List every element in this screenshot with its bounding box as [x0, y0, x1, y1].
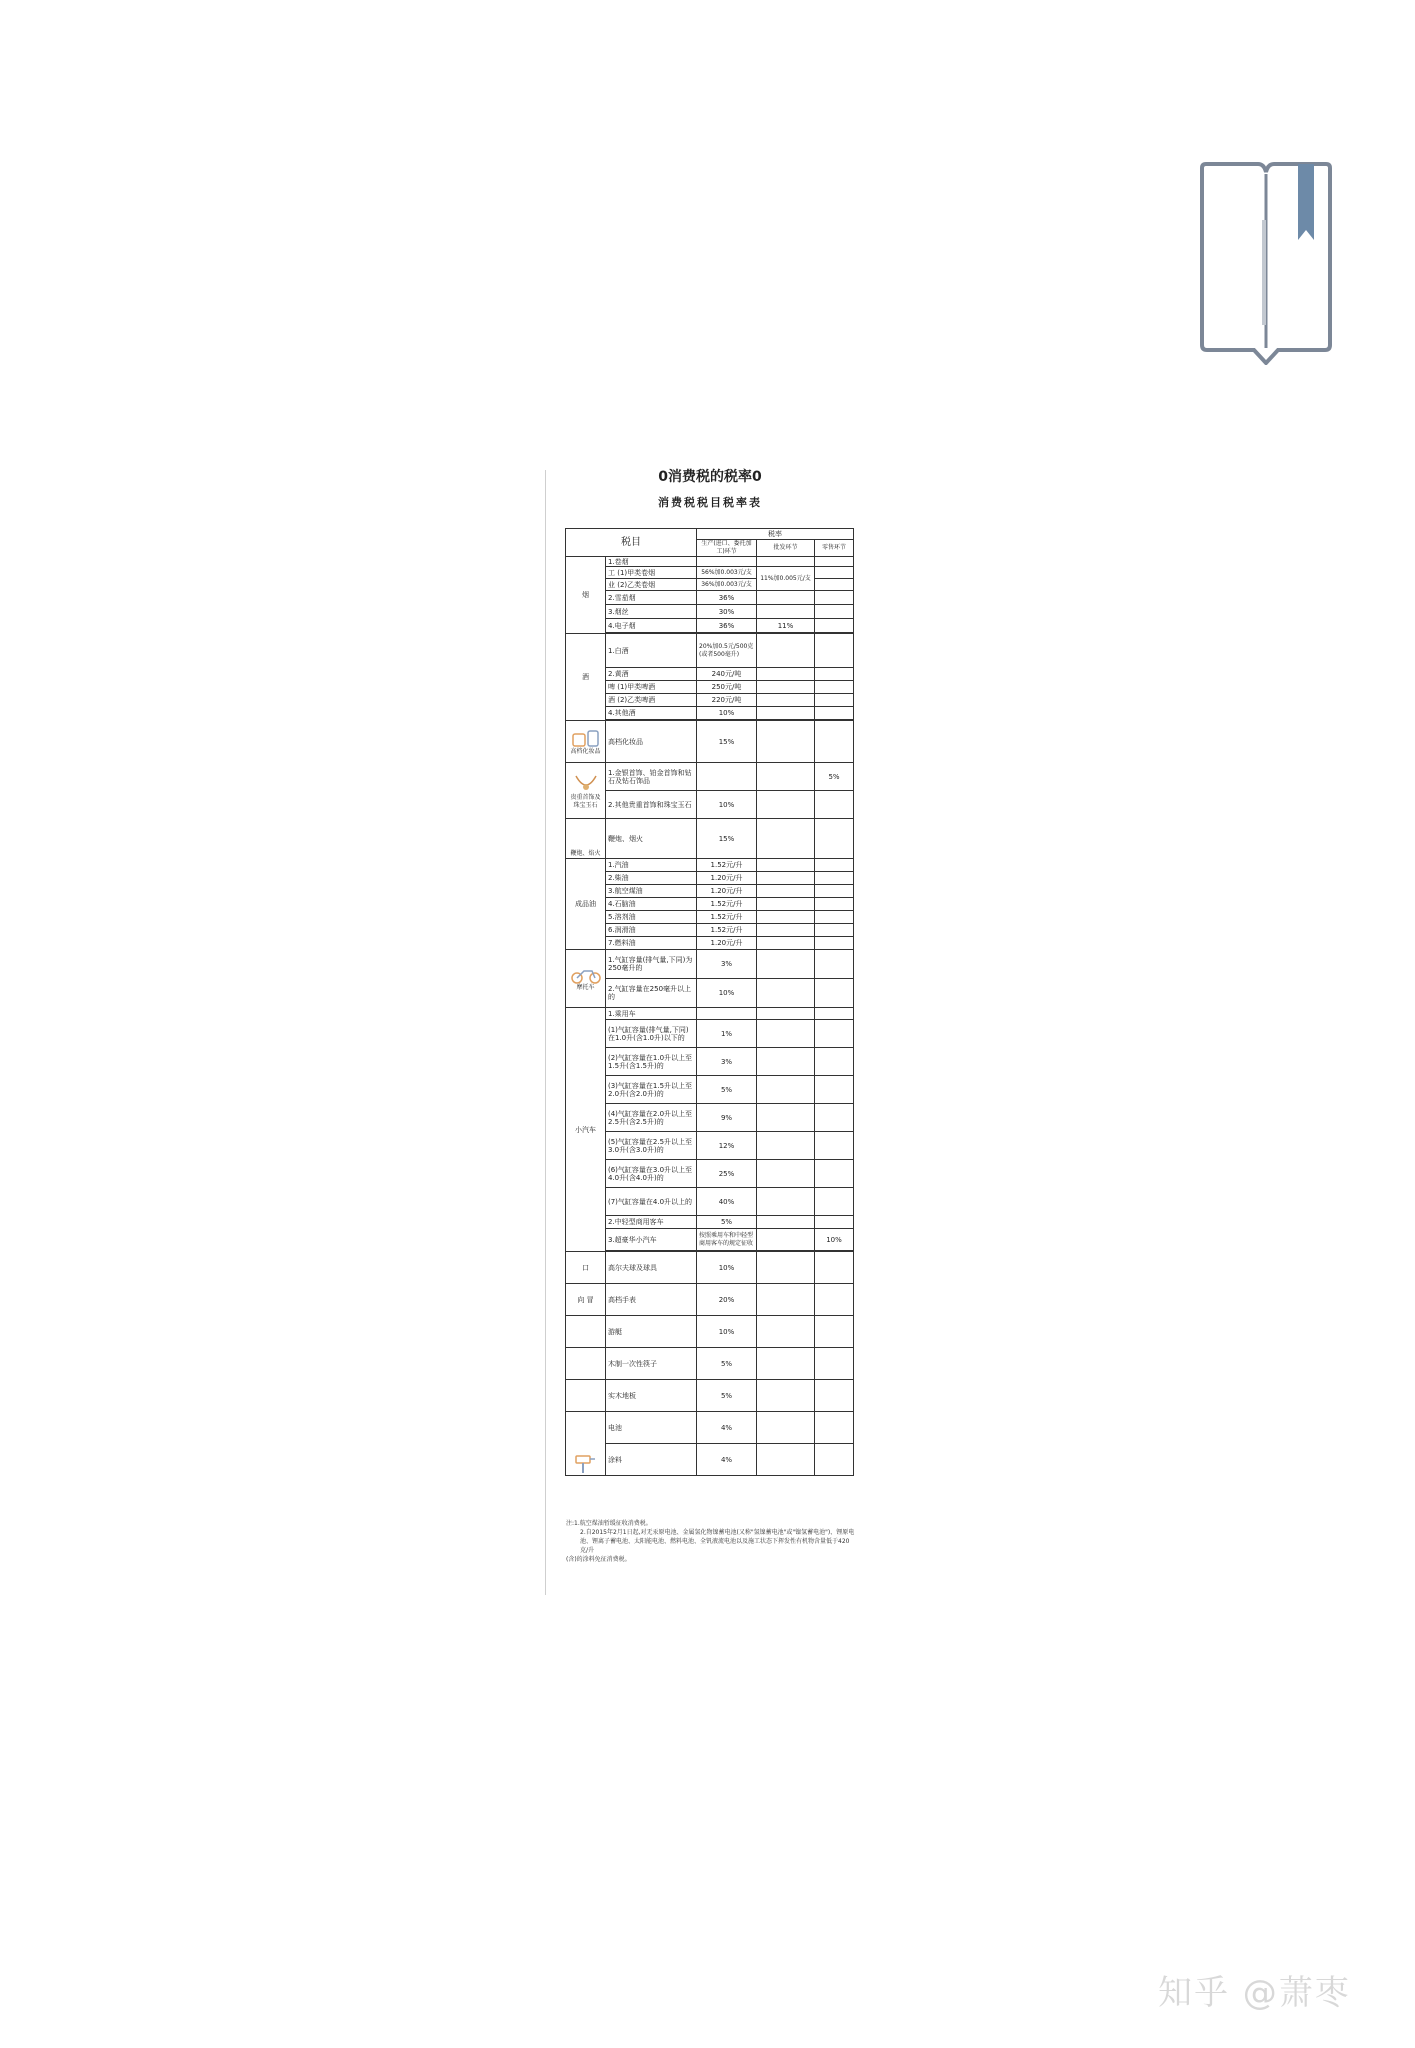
row-label: 4.其他酒 [606, 707, 697, 720]
rate-cell: 15% [697, 721, 757, 763]
row-label: 1.汽油 [606, 859, 697, 872]
row-label: 木制一次性筷子 [606, 1348, 697, 1380]
tax-rate-table [565, 528, 854, 1476]
row-label: 2.中轻型商用客车 [606, 1216, 697, 1229]
rate-cell: 5% [697, 1216, 757, 1229]
row-label: 2.雪茄烟 [606, 591, 697, 605]
rate-cell: 12% [697, 1132, 757, 1160]
rate-cell: 3% [697, 950, 757, 979]
rate-cell: 1.20元/升 [697, 872, 757, 885]
rate-cell: 1% [697, 1020, 757, 1048]
rate-cell: 5% [697, 1348, 757, 1380]
row-label: 酒 (2)乙类啤酒 [606, 694, 697, 707]
category-fireworks: 鞭炮、焰火 [566, 819, 606, 859]
row-label: 1.白酒 [606, 634, 697, 668]
rate-cell: 20%加0.5元/500克(或者500毫升) [697, 634, 757, 668]
row-label: 3.烟丝 [606, 605, 697, 619]
jewelry-icon [572, 772, 600, 794]
bookmark-book-icon [1196, 160, 1336, 365]
rate-cell: 30% [697, 605, 757, 619]
rate-cell: 10% [697, 791, 757, 819]
category-jewelry: 贵重首饰及珠宝玉石 [566, 763, 606, 819]
rate-cell: 按照乘用车和中轻型商用客车的规定征收 [697, 1229, 757, 1251]
rate-cell: 10% [697, 979, 757, 1008]
rate-cell: 36%加0.003元/支 [697, 579, 757, 591]
row-label: (6)气缸容量在3.0升以上至4.0升(含4.0升)的 [606, 1160, 697, 1188]
row-label: 7.燃料油 [606, 937, 697, 950]
row-label: 1.卷烟 [606, 557, 697, 567]
rate-cell: 10% [697, 1316, 757, 1348]
category-motorcycle: 摩托车 [566, 950, 606, 1008]
row-label: (7)气缸容量在4.0升以上的 [606, 1188, 697, 1216]
rate-cell: 1.52元/升 [697, 859, 757, 872]
page-left-edge [545, 470, 546, 1595]
row-label: (2)气缸容量在1.0升以上至1.5升(含1.5升)的 [606, 1048, 697, 1076]
rate-cell: 5% [697, 1076, 757, 1104]
row-label: 2.黄酒 [606, 668, 697, 681]
header-item: 税目 [566, 529, 697, 557]
category-liquor: 酒 [566, 634, 606, 721]
rate-cell: 10% [697, 707, 757, 720]
row-label: 游艇 [606, 1316, 697, 1348]
category-golf: 口 [566, 1252, 606, 1284]
rate-cell: 5% [815, 763, 854, 791]
rate-cell: 36% [697, 619, 757, 633]
category-watch: 向 冒 [566, 1284, 606, 1316]
doc-title: 0消费税的税率0 [658, 469, 762, 485]
rate-cell: 1.20元/升 [697, 937, 757, 950]
cosmetics-icon [571, 728, 601, 748]
rate-cell: 25% [697, 1160, 757, 1188]
category-cosmetics: 高档化妆品 [566, 721, 606, 763]
row-label: (3)气缸容量在1.5升以上至2.0升(含2.0升)的 [606, 1076, 697, 1104]
row-label: 高档手表 [606, 1284, 697, 1316]
rate-cell: 1.52元/升 [697, 911, 757, 924]
rate-cell: 240元/吨 [697, 668, 757, 681]
row-label: 6.润滑油 [606, 924, 697, 937]
row-label: 涂料 [606, 1444, 697, 1476]
row-label: 2.其他贵重首饰和珠宝玉石 [606, 791, 697, 819]
motorcycle-icon [570, 966, 602, 984]
rate-cell: 220元/吨 [697, 694, 757, 707]
category-car: 小汽车 [566, 1008, 606, 1252]
rate-cell: 11%加0.005元/支 [757, 567, 815, 591]
row-label: 5.溶剂油 [606, 911, 697, 924]
category-tobacco: 烟 [566, 557, 606, 634]
row-label: 实木地板 [606, 1380, 697, 1412]
row-label: 4.石脑油 [606, 898, 697, 911]
row-label: 1.乘用车 [606, 1008, 697, 1020]
note-1: 注:1.航空煤油暂缓征收消费税。 [566, 1520, 652, 1527]
rate-cell: 4% [697, 1412, 757, 1444]
row-label: (1)气缸容量(排气量,下同)在1.0升(含1.0升)以下的 [606, 1020, 697, 1048]
row-label: 2.气缸容量在250毫升以上的 [606, 979, 697, 1008]
header-production: 生产(进口、委托加工)环节 [697, 540, 757, 557]
row-label: (4)气缸容量在2.0升以上至2.5升(含2.5升)的 [606, 1104, 697, 1132]
watermark: 知乎 @萧枣 [1158, 1973, 1351, 2013]
row-label: 2.柴油 [606, 872, 697, 885]
rate-cell: 20% [697, 1284, 757, 1316]
rate-cell: 4% [697, 1444, 757, 1476]
row-label: 工 (1)甲类卷烟 [606, 567, 697, 579]
row-label: 3.航空煤油 [606, 885, 697, 898]
rate-cell: 10% [697, 1252, 757, 1284]
row-label: 1.金银首饰、铂金首饰和钻石及钻石饰品 [606, 763, 697, 791]
paint-icon [573, 1453, 599, 1475]
rate-cell: 40% [697, 1188, 757, 1216]
rate-cell: 56%加0.003元/支 [697, 567, 757, 579]
rate-cell: 9% [697, 1104, 757, 1132]
row-label: 1.气缸容量(排气量,下同)为250毫升的 [606, 950, 697, 979]
header-retail: 零售环节 [815, 540, 854, 557]
rate-cell: 1.52元/升 [697, 898, 757, 911]
rate-cell: 1.52元/升 [697, 924, 757, 937]
row-label: 业 (2)乙类卷烟 [606, 579, 697, 591]
row-label: (5)气缸容量在2.5升以上至3.0升(含3.0升)的 [606, 1132, 697, 1160]
rate-cell: 1.20元/升 [697, 885, 757, 898]
rate-cell: 10% [815, 1229, 854, 1251]
header-rate: 税率 [697, 529, 854, 540]
row-label: 啤 (1)甲类啤酒 [606, 681, 697, 694]
row-label: 高档化妆品 [606, 721, 697, 763]
row-label: 4.电子烟 [606, 619, 697, 633]
category-oil: 成品油 [566, 859, 606, 950]
table-notes [566, 1519, 856, 1564]
row-label: 高尔夫球及球具 [606, 1252, 697, 1284]
note-2: 2.自2015年2月1日起,对无汞原电池、金属氢化物镍蓄电池(又称"氢镍蓄电池"或"镍氢蓄电池")、锂原电池、锂离子蓄电池、太阳能电池、燃料电池、全钒液流电池以及施工状态下挥发性有机物含量低于420克/升 [580, 1529, 855, 1554]
rate-cell: 5% [697, 1380, 757, 1412]
doc-subtitle: 消费税税目税率表 [658, 496, 762, 509]
category-battery-paint [566, 1412, 606, 1476]
rate-cell: 36% [697, 591, 757, 605]
note-3: (含)的涂料免征消费税。 [566, 1556, 631, 1563]
header-wholesale: 批发环节 [757, 540, 815, 557]
row-label: 鞭炮、烟火 [606, 819, 697, 859]
rate-cell: 11% [757, 619, 815, 633]
rate-cell: 250元/吨 [697, 681, 757, 694]
rate-cell: 3% [697, 1048, 757, 1076]
row-label: 电池 [606, 1412, 697, 1444]
rate-cell: 15% [697, 819, 757, 859]
row-label: 3.超豪华小汽车 [606, 1229, 697, 1251]
